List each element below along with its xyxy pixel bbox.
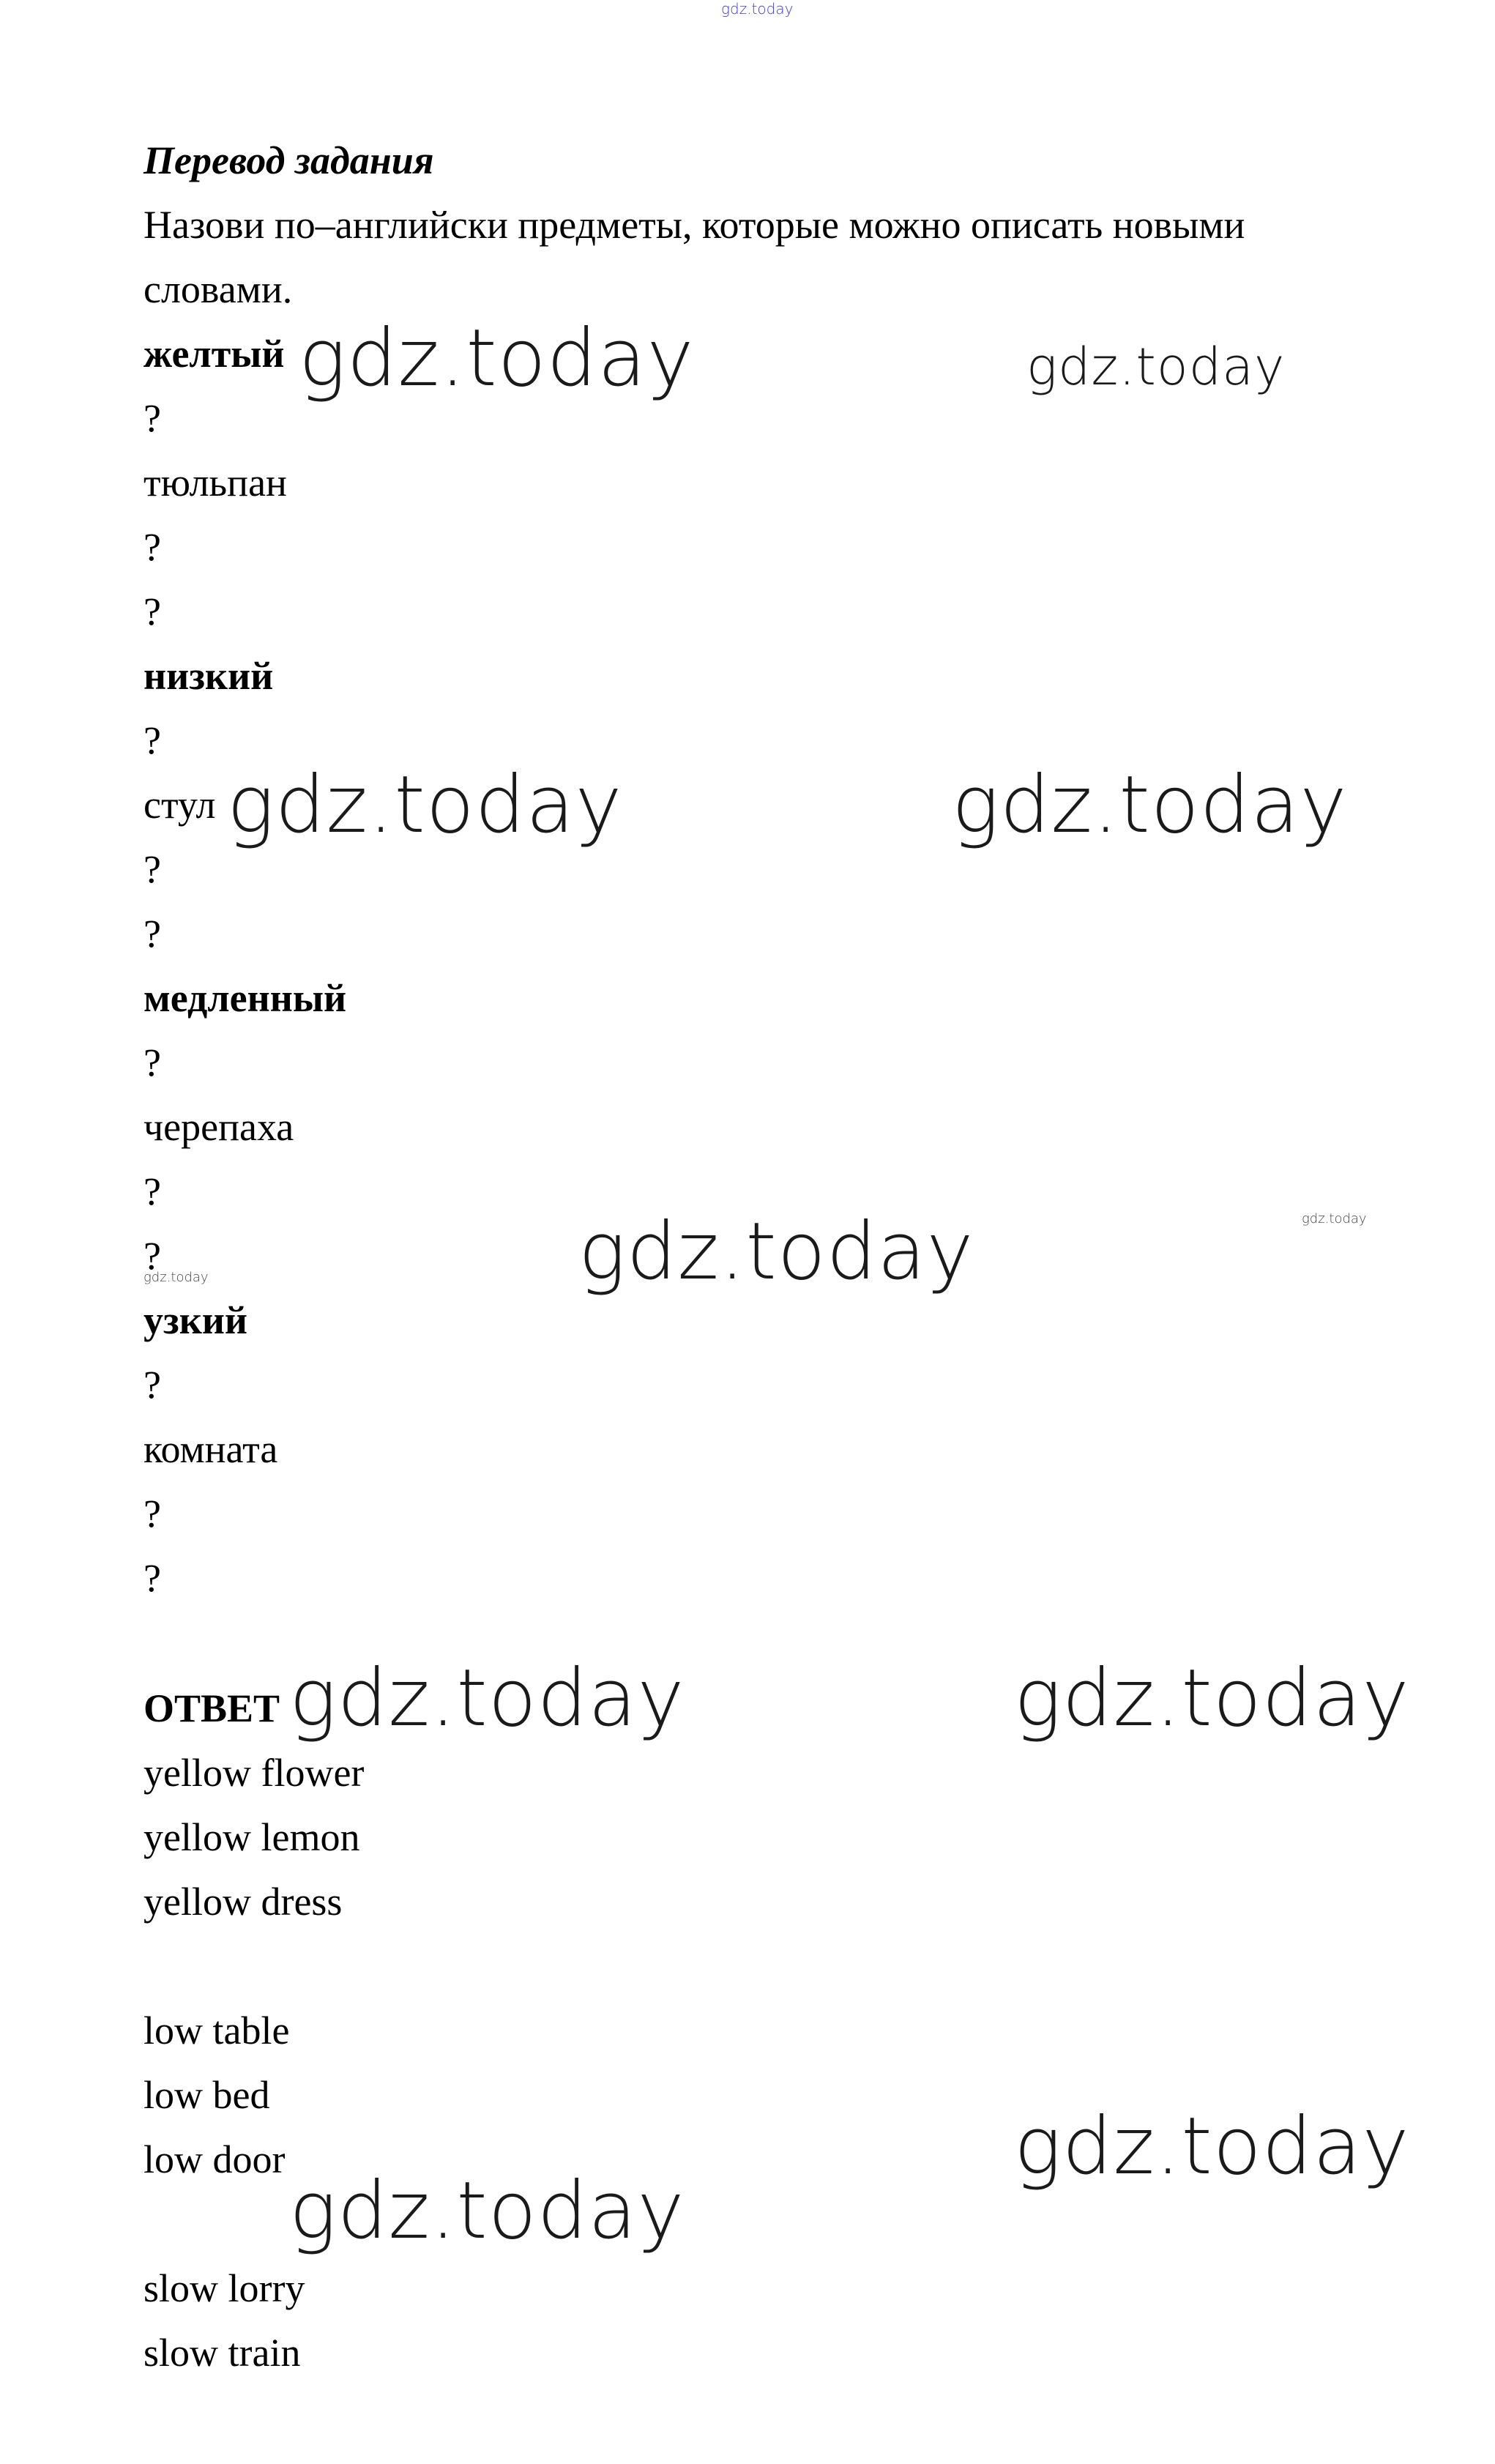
watermark-small: gdz.today bbox=[143, 1270, 209, 1285]
answer-item: slow lorry bbox=[143, 2266, 305, 2310]
answer-item: low bed bbox=[143, 2073, 270, 2117]
task-question: ? bbox=[143, 1234, 161, 1278]
task-question: ? bbox=[143, 396, 161, 440]
task-question: ? bbox=[143, 1041, 161, 1084]
answer-label: ОТВЕТ bbox=[143, 1686, 280, 1730]
task-word-yellow: желтый bbox=[143, 332, 285, 376]
task-word-low: низкий bbox=[143, 654, 274, 698]
task-question: ? bbox=[143, 1556, 161, 1600]
instruction-line-1: Назови по–английски предметы, которые можно описать новыми bbox=[143, 203, 1245, 247]
answer-item: slow train bbox=[143, 2331, 301, 2375]
task-question: ? bbox=[143, 1363, 161, 1407]
watermark: gdz.today bbox=[1014, 2101, 1410, 2192]
answer-item: yellow flower bbox=[143, 1751, 365, 1795]
task-question: ? bbox=[143, 718, 161, 762]
watermark: gdz.today bbox=[1014, 1653, 1410, 1744]
task-question: ? bbox=[143, 1492, 161, 1536]
watermark-top: gdz.today bbox=[721, 0, 794, 18]
task-word-narrow: узкий bbox=[143, 1298, 248, 1342]
watermark: gdz.today bbox=[578, 1206, 974, 1298]
task-question: ? bbox=[143, 589, 161, 633]
task-question: ? bbox=[143, 847, 161, 891]
answer-item: low door bbox=[143, 2137, 286, 2181]
answer-item: low table bbox=[143, 2009, 290, 2052]
watermark: gdz.today bbox=[289, 1653, 685, 1744]
task-question: ? bbox=[143, 525, 161, 569]
page-title: Перевод задания bbox=[143, 138, 434, 182]
task-question: ? bbox=[143, 912, 161, 956]
answer-item: yellow lemon bbox=[143, 1815, 360, 1859]
watermark: gdz.today bbox=[1026, 337, 1286, 397]
task-example-low: стул bbox=[143, 783, 216, 827]
watermark: gdz.today bbox=[299, 313, 695, 404]
watermark: gdz.today bbox=[227, 759, 623, 851]
answer-item: yellow dress bbox=[143, 1880, 343, 1924]
watermark: gdz.today bbox=[289, 2165, 685, 2257]
watermark-small: gdz.today bbox=[1302, 1211, 1367, 1227]
task-example-slow: черепаха bbox=[143, 1105, 294, 1149]
watermark: gdz.today bbox=[952, 759, 1348, 851]
task-word-slow: медленный bbox=[143, 976, 347, 1020]
task-example-yellow: тюльпан bbox=[143, 461, 287, 505]
task-example-narrow: комната bbox=[143, 1427, 278, 1471]
instruction-line-2: словами. bbox=[143, 267, 293, 311]
task-question: ? bbox=[143, 1169, 161, 1213]
